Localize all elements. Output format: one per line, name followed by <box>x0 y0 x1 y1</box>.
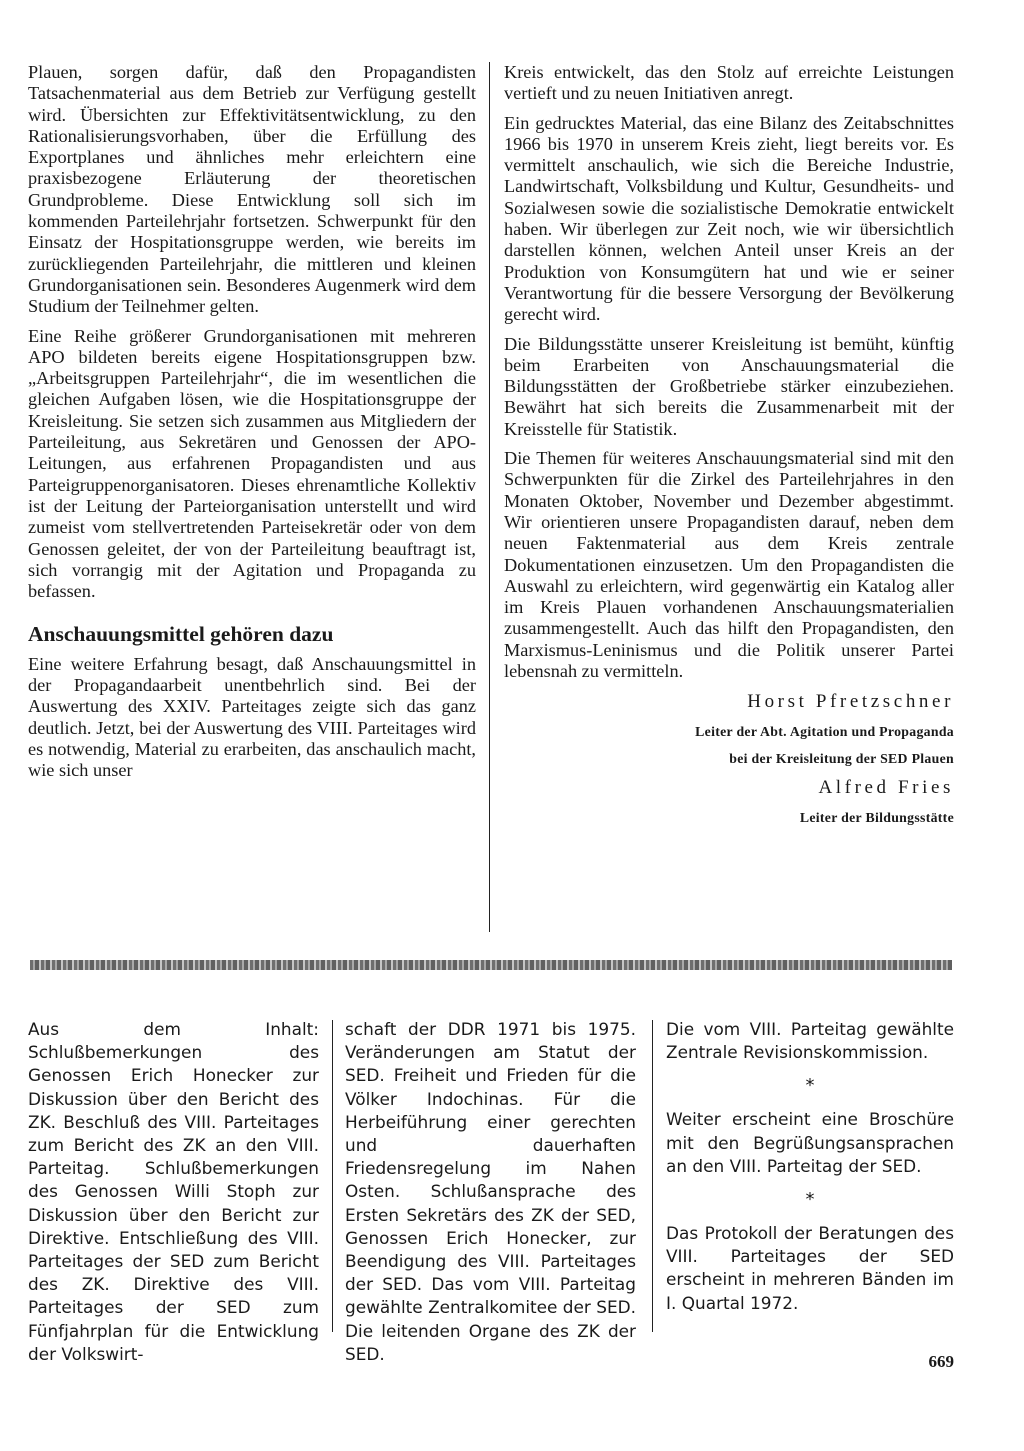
signature-block <box>504 690 954 827</box>
column-divider <box>332 1020 333 1332</box>
article-left-column <box>28 62 476 790</box>
author-title: bei der Kreisleitung der SED Plauen <box>729 751 954 767</box>
notice-text: Aus dem Inhalt: Schlußbemerkungen des Genossen Erich Honecker zur Diskussion über den Bericht des ZK. Beschluß des VIII. Parteitages zum Bericht des ZK an den VIII. Parteitag. Schlußbemerkungen des Genossen Willi Stoph zur Diskussion über den Bericht zur Direktive. Entschließung des VIII. Parteitages der SED zum Bericht des ZK. Direktive des VIII. Parteitages der SED zum Fünfjahrplan für die Entwicklung der Volkswirt- <box>28 1019 319 1364</box>
separator-band <box>30 960 952 970</box>
notice-text: Weiter erscheint eine Broschüre mit den Begrüßungsansprachen an den VIII. Parteitag der SED. <box>666 1109 954 1176</box>
paragraph: Plauen, sorgen dafür, daß den Propagandisten Tatsachenmaterial aus dem Betrieb zur Verfügung gestellt wird. Übersichten zur Effektivitätsentwicklung, zu den Rationalisierungsvorhaben, über die Erfüllung des Exportplanes und ähnliches mehr erleichtern eine praxisbezogene Erläuterung der theoretischen Grundprobleme. Diese Entwicklung soll sich im kommenden Parteilehrjahr fortsetzen. Schwerpunkt für den Einsatz der Hospitationsgruppe werden, wie bereits im zurückliegenden Parteilehrjahr, die mittleren und kleinen Grundorganisationen sein. Besonderes Augenmerk wird dem Studium der Teilnehmer gelten. <box>28 62 476 317</box>
author-title: Leiter der Abt. Agitation und Propaganda <box>695 724 954 740</box>
notice-column-3 <box>666 1018 954 1315</box>
column-divider <box>652 1020 653 1332</box>
column-divider <box>489 62 490 932</box>
notice-column-2 <box>345 1018 636 1366</box>
paragraph: Eine Reihe größerer Grundorganisationen mit mehreren APO bildeten bereits eigene Hospitationsgruppen bzw. „Arbeitsgruppen Parteilehrjahr“, die im wesentlichen die gleichen Aufgaben lösen, wie die Hospitationsgruppe der Kreisleitung. Sie setzen sich zusammen aus Mitgliedern der Parteileitung, aus Sekretären und Genossen der APO-Leitungen, aus erfahrenen Propagandisten und aus Parteigruppenorganisatoren. Dieses ehrenamtliche Kollektiv ist der Leitung der Parteiorganisation unterstellt und wird zumeist vom stellvertretenden Parteisekretär oder von dem Genossen geleitet, der von der Parteileitung beauftragt ist, sich vorrangig mit der Agitation und Propaganda zu befassen. <box>28 325 476 602</box>
section-heading: Anschauungsmittel gehören dazu <box>28 622 334 647</box>
author-name: Horst Pfretzschner <box>747 691 954 713</box>
author-title: Leiter der Bildungsstätte <box>799 810 954 826</box>
notice-text: Die vom VIII. Parteitag gewählte Zentrale Revisionskommission. <box>666 1019 954 1063</box>
asterisk-separator: * <box>805 1189 815 1211</box>
paragraph: Kreis entwickelt, das den Stolz auf erreichte Leistungen vertieft und zu neuen Initiativen anregt. <box>504 62 954 104</box>
paragraph: Eine weitere Erfahrung besagt, daß Anschauungsmittel in der Propagandaarbeit unentbehrlich sind. Bei der Auswertung des XXIV. Parteitages zeigte sich das ganz deutlich. Jetzt, bei der Auswertung des VIII. Parteitages wird es notwendig, Material zu erarbeiten, das anschaulich macht, wie sich unser <box>28 653 476 781</box>
notice-text: schaft der DDR 1971 bis 1975. Veränderungen am Statut der SED. Freiheit und Frieden für die Völker Indochinas. Für die Herbeiführung einer gerechten und dauerhaften Friedensregelung im Nahen Osten. Schlußansprache des Ersten Sekretärs des ZK der SED, Genossen Erich Honecker, zur Beendigung des VIII. Parteitages der SED. Das vom VIII. Parteitag gewählte Zentralkomitee der SED. Die leitenden Organe des ZK der SED. <box>345 1019 636 1364</box>
author-name: Alfred Fries <box>818 777 954 799</box>
page-number: 669 <box>928 1352 954 1371</box>
asterisk-separator: * <box>805 1075 815 1097</box>
paragraph: Die Bildungsstätte unserer Kreisleitung ist bemüht, künftig beim Erarbeiten von Anschauungsmaterial die Bildungsstätten der Großbetriebe stärker einzubeziehen. Bewährt hat sich bereits die Zusammenarbeit mit der Kreisstelle für Statistik. <box>504 333 954 439</box>
paragraph: Die Themen für weiteres Anschauungsmaterial sind mit den Schwerpunkten für die Zirkel des Parteilehrjahres in den Monaten Oktober, November und Dezember abgestimmt. Wir orientieren unsere Propagandisten darauf, neben dem neuen Faktenmaterial aus dem Kreis zentrale Dokumentationen einzusetzen. Um den Propagandisten die Auswahl zu erleichtern, wird gegenwärtig ein Katalog aller im Kreis Plauen vorhandenen Anschauungsmaterialien zusammengestellt. Auch das hilft den Propagandisten, den Marxismus-Leninismus und die Politik unserer Partei lebensnah zu vermitteln. <box>504 448 954 682</box>
article-right-column <box>504 62 954 835</box>
notice-column-1 <box>28 1018 319 1366</box>
notice-text: Das Protokoll der Beratungen des VIII. Parteitages der SED erscheint in mehreren Bänden im I. Quartal 1972. <box>666 1223 954 1313</box>
paragraph: Ein gedrucktes Material, das eine Bilanz des Zeitabschnittes 1966 bis 1970 in unserem Kreis zieht, liegt bereits vor. Es vermittelt anschaulich, wie sich die Bereiche Industrie, Landwirtschaft, Volksbildung und Kultur, Gesundheits- und Sozialwesen sowie die sozialistische Demokratie entwickelt haben. Wir überlegen zur Zeit noch, wie wir übersichtlich darstellen können, welchen Anteil unser Kreis an der Produktion von Konsumgütern hat und wie er seiner Verantwortung für die bessere Versorgung der Bevölkerung gerecht wird. <box>504 112 954 325</box>
